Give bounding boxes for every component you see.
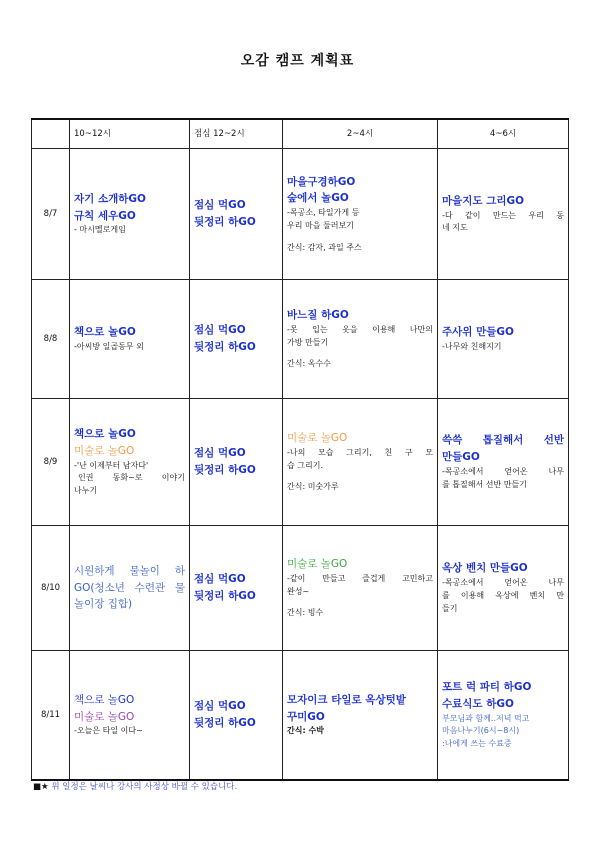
morning-cell <box>70 149 190 280</box>
activity-note: 나누기 <box>74 486 98 496</box>
activity-note: -못 입는 옷을 이용해 나만의 <box>287 324 433 334</box>
activity-note: - 마시멜로게임 <box>74 225 126 235</box>
activity-note: -나의 모습 그리기, 친 구 모 <box>287 447 433 457</box>
activity-title: 미술로 놀GO <box>287 431 348 444</box>
activity-title: 책으로 놀GO <box>74 693 135 706</box>
afternoon-cell <box>283 526 438 651</box>
activity-note: 부모님과 함께..저녁 먹고 <box>442 713 530 723</box>
activity-note: -목공소에서 얻어온 나무 <box>442 467 564 476</box>
table-row <box>32 651 569 781</box>
lunch-title: 점심 먹GO <box>194 199 246 212</box>
lunch-cell <box>190 399 283 526</box>
afternoon-cell <box>283 399 438 526</box>
footer-note <box>33 780 237 792</box>
header-corner <box>32 119 70 149</box>
activity-note: 를 이용해 옥상에 벤치 만 <box>442 591 564 600</box>
activity-note: 들기 <box>442 603 458 613</box>
lunch-title: 점심 먹GO <box>194 700 246 713</box>
evening-cell <box>438 526 569 651</box>
date-cell: 8/8 <box>32 280 70 399</box>
lunch-title: 점심 먹GO <box>194 447 246 460</box>
activity-title: 책으로 놀GO <box>74 326 136 339</box>
lunch-title: 점심 먹GO <box>194 573 246 586</box>
activity-title: 주사위 만들GO <box>442 326 514 339</box>
morning-cell <box>70 526 190 651</box>
activity-note: -'난 이제부터 남자다' <box>74 460 149 470</box>
activity-note: 습 그리기. <box>287 460 323 470</box>
activity-note: -나무와 친해지기 <box>442 342 502 351</box>
table-row <box>32 399 569 526</box>
lunch-cell <box>190 651 283 781</box>
page-title: 오감 캠프 계획표 <box>240 53 355 69</box>
header-afternoon: 2~4시 <box>283 119 438 149</box>
table-row <box>32 526 569 651</box>
lunch-title: 뒷정리 하GO <box>194 341 256 353</box>
afternoon-cell <box>283 149 438 280</box>
activity-title: 규칙 세우GO <box>74 209 136 222</box>
activity-note: -아씨방 일곱동무 외 <box>74 342 144 351</box>
activity-title: 마을지도 그리GO <box>442 194 525 207</box>
activity-note: -목공소에서 얻어온 나무 <box>442 578 564 588</box>
evening-cell <box>438 651 569 781</box>
date-cell: 8/7 <box>32 149 70 280</box>
activity-title: 만들GO <box>442 451 480 464</box>
snack-note: 간식: 수박 <box>287 726 324 736</box>
activity-note: 완성~ <box>287 586 310 596</box>
activity-title: 미술로 놀GO <box>74 710 135 723</box>
lunch-title: 뒷정리 하GO <box>194 216 256 228</box>
activity-title: 숲에서 놀GO <box>287 192 349 205</box>
afternoon-cell <box>283 280 438 399</box>
lunch-title: 뒷정리 하GO <box>194 464 256 476</box>
morning-cell <box>70 651 190 781</box>
activity-title: 포트 럭 파티 하GO <box>442 681 532 693</box>
activity-note: 네 지도 <box>442 223 468 233</box>
activity-note: -다 같이 만드는 우리 동 <box>442 210 564 220</box>
activity-note: -오늘은 타일 이다~ <box>74 726 143 736</box>
header-lunch: 점심 12~2시 <box>190 119 283 149</box>
schedule-table <box>31 118 569 781</box>
activity-note: 마음나누기(6시~8시) <box>442 726 520 736</box>
activity-title: 자기 소개하GO <box>74 192 146 205</box>
activity-note: 가방 만들기 <box>287 337 329 347</box>
table-row <box>32 149 569 280</box>
header-morning: 10~12시 <box>70 119 190 149</box>
footer-text: 위 일정은 날씨나 강사의 사정상 바뀔 수 있습니다. <box>51 782 238 792</box>
activity-note: :나에게 쓰는 수료증 <box>442 739 512 749</box>
activity-title: 모자이크 타일로 옥상텃밭 <box>287 693 406 706</box>
activity-title: 마을구경하GO <box>287 175 356 188</box>
activity-title: 시원하게 물놀이 하 <box>74 564 185 577</box>
morning-cell <box>70 399 190 526</box>
header-row <box>32 119 569 149</box>
activity-note: 를 톱질해서 선반 만들기 <box>442 479 527 489</box>
activity-title: 쓱쓱 톱질해서 선반 <box>442 434 564 447</box>
activity-title: 놀이장 집합) <box>74 598 133 611</box>
lunch-cell <box>190 149 283 280</box>
footer-mark: ■★ <box>33 782 49 792</box>
activity-title: 옥상 벤치 만들GO <box>442 562 528 575</box>
lunch-cell <box>190 280 283 399</box>
activity-title: 미술로 놀GO <box>287 557 348 570</box>
activity-note: 인권 동화~로 이야기 <box>78 473 185 483</box>
date-cell: 8/10 <box>32 526 70 651</box>
activity-title: 바느질 하GO <box>287 308 349 321</box>
evening-cell <box>438 149 569 280</box>
morning-cell <box>70 280 190 399</box>
snack-note: 간식: 미숫가루 <box>287 482 339 492</box>
afternoon-cell <box>283 651 438 781</box>
lunch-cell <box>190 526 283 651</box>
table-row <box>32 280 569 399</box>
lunch-title: 뒷정리 하GO <box>194 717 256 729</box>
evening-cell <box>438 399 569 526</box>
date-cell: 8/11 <box>32 651 70 781</box>
header-evening: 4~6시 <box>438 119 569 149</box>
date-cell: 8/9 <box>32 399 70 526</box>
evening-cell <box>438 280 569 399</box>
lunch-title: 점심 먹GO <box>194 324 246 337</box>
activity-title: 미술로 놀GO <box>74 444 135 457</box>
activity-note: -같이 만들고 즐겁게 고민하고 <box>287 573 433 583</box>
snack-note: 간식: 감자, 과일 주스 <box>287 242 362 252</box>
activity-title: 수료식도 하GO <box>442 697 514 710</box>
activity-title: 책으로 놀GO <box>74 428 136 440</box>
activity-note: 우리 마을 둘러보기 <box>287 220 354 230</box>
snack-note: 간식: 옥수수 <box>287 359 331 369</box>
snack-note: 간식: 빙수 <box>287 608 324 618</box>
activity-title: GO(청소년 수련관 물 <box>74 581 185 594</box>
activity-title: 꾸미GO <box>287 710 325 723</box>
activity-note: -목공소, 타일가게 등 <box>287 208 360 218</box>
lunch-title: 뒷정리 하GO <box>194 590 256 602</box>
